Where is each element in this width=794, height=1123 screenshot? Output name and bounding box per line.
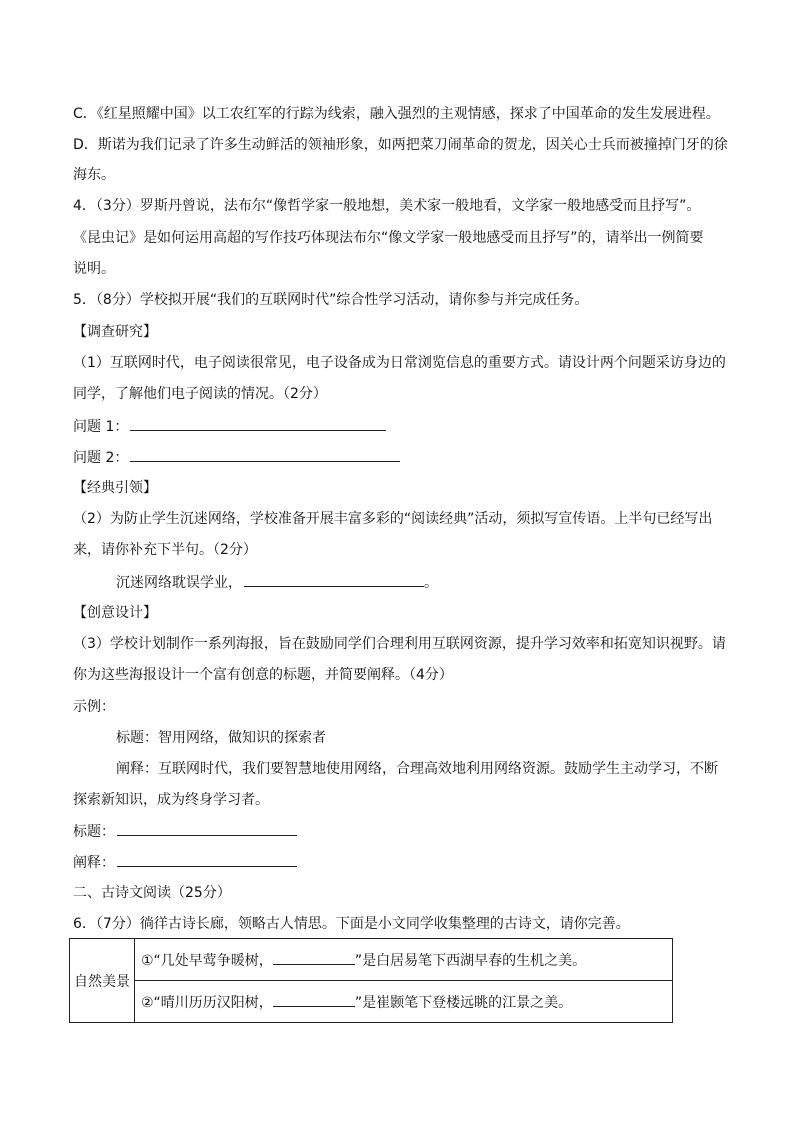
title-answer-blank[interactable] <box>117 821 297 836</box>
section-classic-heading: 【经典引领】 <box>73 480 157 496</box>
example-explain-line2: 探索新知识，成为终身学习者。 <box>73 792 269 808</box>
table-row <box>70 981 673 1023</box>
section-research-heading: 【调查研究】 <box>73 324 157 340</box>
category-cell: 自然美景 <box>70 939 135 1023</box>
option-d-line2: 海东。 <box>73 167 115 183</box>
explain-answer-blank[interactable] <box>117 852 297 867</box>
question2-answer-blank[interactable] <box>130 447 400 462</box>
question1-row <box>73 416 733 437</box>
title-row <box>73 821 733 842</box>
poem-row-2-before: ②“晴川历历汉阳树， <box>141 994 273 1011</box>
slogan-end-mark: 。 <box>424 575 438 591</box>
explain-label: 阐释： <box>73 855 115 871</box>
poem-row-2-blank[interactable] <box>273 992 355 1007</box>
question-6-stem: 6．（7分）徜徉古诗长廊，领略古人情思。下面是小文同学收集整理的古诗文，请你完善。 <box>73 916 630 932</box>
question1-label: 问题 1： <box>73 419 129 435</box>
slogan-first-half: 沉迷网络耽误学业， <box>116 575 242 591</box>
title-label: 标题： <box>73 824 115 840</box>
poem-row-1-before: ①“几处早莺争暖树， <box>141 952 273 969</box>
poem-row-2 <box>135 981 673 1023</box>
question-4-line1: 4．（3分）罗斯丹曾说，法布尔“像哲学家一般地想，美术家一般地看，文学家一般地感受而且抒写”。 <box>73 198 701 214</box>
question2-label: 问题 2： <box>73 450 129 466</box>
question-5-3-line2: 你为这些海报设计一个富有创意的标题，并简要阐释。（4分） <box>73 667 453 683</box>
poem-row-1-blank[interactable] <box>273 950 355 965</box>
question-5-stem: 5．（8分）学校拟开展“我们的互联网时代”综合性学习活动，请你参与并完成任务。 <box>73 292 589 308</box>
example-title: 标题：智用网络，做知识的探索者 <box>116 730 326 746</box>
question-5-3-line1: （3）学校计划制作一系列海报，旨在鼓励同学们合理利用互联网资源，提升学习效率和拓宽知识视野。请 <box>73 636 726 652</box>
question1-answer-blank[interactable] <box>130 416 386 431</box>
slogan-row <box>116 572 776 593</box>
question-4-line3: 说明。 <box>73 261 115 277</box>
question-5-1-line1: （1）互联网时代，电子阅读很常见，电子设备成为日常浏览信息的重要方式。请设计两个问题采访身边的 <box>73 355 726 371</box>
question-5-2-line2: 来，请你补充下半句。（2分） <box>73 542 257 558</box>
poem-row-1-after: ”是白居易笔下西湖早春的生机之美。 <box>354 952 587 969</box>
poem-row-2-after: ”是崔颢笔下登楼远眺的江景之美。 <box>354 994 573 1011</box>
option-c: C．《红星照耀中国》以工农红军的行踪为线索，融入强烈的主观情感，探求了中国革命的发生发展进程。 <box>73 106 720 122</box>
table-row <box>70 939 673 981</box>
section-creative-heading: 【创意设计】 <box>73 605 157 621</box>
example-label: 示例： <box>73 699 115 715</box>
question-5-2-line1: （2）为防止学生沉迷网络，学校准备开展丰富多彩的“阅读经典”活动，须拟写宣传语。上半句已经写出 <box>73 511 713 527</box>
slogan-answer-blank[interactable] <box>244 572 424 587</box>
question-5-1-line2: 同学，了解他们电子阅读的情况。（2分） <box>73 386 327 402</box>
option-d-line1: D．斯诺为我们记录了许多生动鲜活的领袖形象，如两把菜刀闹革命的贺龙，因关心士兵而被撞掉门牙的徐 <box>73 137 728 153</box>
poem-table <box>69 938 673 1023</box>
poem-row-1 <box>135 939 673 981</box>
question-4-line2: 《昆虫记》是如何运用高超的写作技巧体现法布尔“像文学家一般地感受而且抒写”的，请举出一例简要 <box>73 230 704 246</box>
question2-row <box>73 447 733 468</box>
section-2-heading: 二、古诗文阅读（25分） <box>73 885 231 901</box>
example-explain-line1: 阐释：互联网时代，我们要智慧地使用网络，合理高效地利用网络资源。鼓励学生主动学习，不断 <box>116 761 718 777</box>
explain-row <box>73 852 733 873</box>
